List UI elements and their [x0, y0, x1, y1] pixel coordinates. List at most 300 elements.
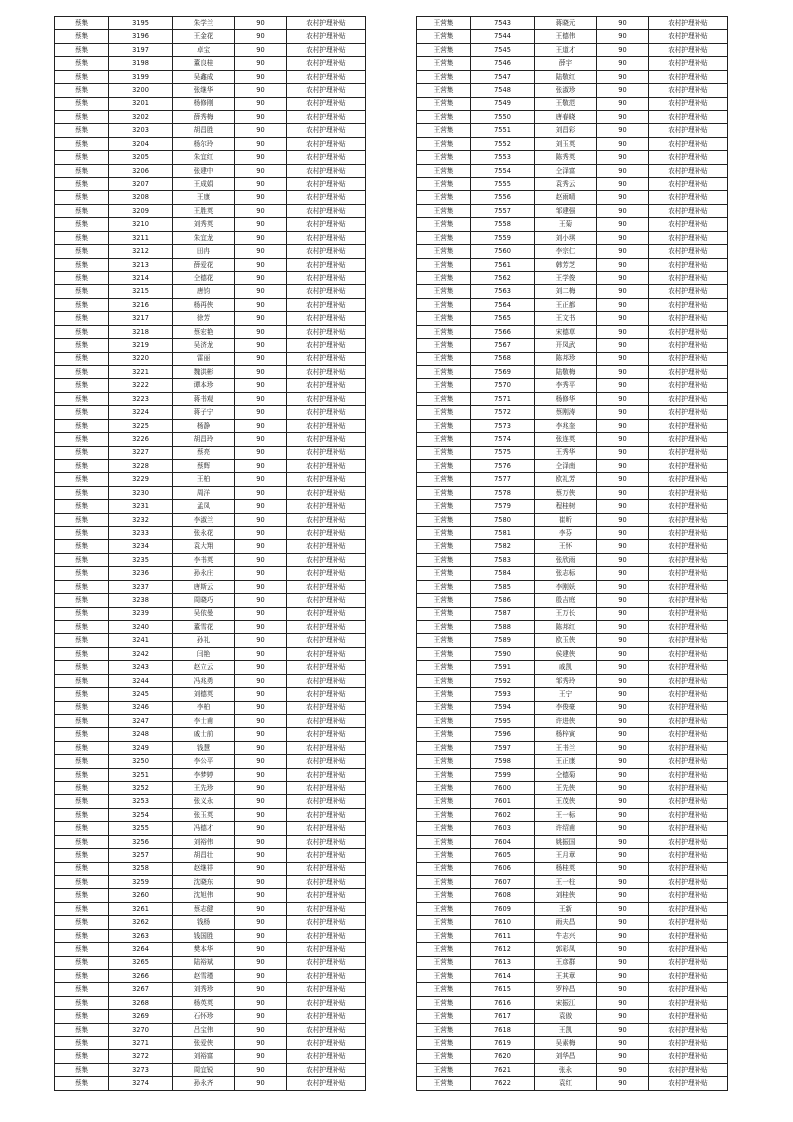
town-cell: 王营集: [417, 634, 471, 647]
name-cell: 刘秀珍: [173, 983, 235, 996]
name-cell: 邹秀玲: [535, 674, 597, 687]
table-row: [417, 486, 728, 499]
table-row: [55, 567, 366, 580]
number-cell: 7604: [471, 835, 535, 848]
number-cell: 3235: [109, 553, 173, 566]
town-cell: 蔡集: [55, 553, 109, 566]
town-cell: 王营集: [417, 956, 471, 969]
town-cell: 王营集: [417, 513, 471, 526]
name-cell: 陈邦珍: [535, 352, 597, 365]
amount-cell: 90: [235, 1063, 287, 1076]
number-cell: 3204: [109, 137, 173, 150]
amount-cell: 90: [597, 1023, 649, 1036]
table-row: [417, 849, 728, 862]
name-cell: 陆敬红: [535, 70, 597, 83]
name-cell: 袁大翔: [173, 540, 235, 553]
number-cell: 7564: [471, 298, 535, 311]
town-cell: 蔡集: [55, 634, 109, 647]
number-cell: 7611: [471, 929, 535, 942]
name-cell: 王茂侠: [535, 795, 597, 808]
amount-cell: 90: [235, 607, 287, 620]
amount-cell: 90: [597, 245, 649, 258]
subsidy-type-cell: 农村护理补贴: [287, 339, 366, 352]
number-cell: 7572: [471, 406, 535, 419]
town-cell: 王营集: [417, 661, 471, 674]
subsidy-type-cell: 农村护理补贴: [287, 17, 366, 30]
town-cell: 蔡集: [55, 862, 109, 875]
number-cell: 7590: [471, 647, 535, 660]
amount-cell: 90: [597, 272, 649, 285]
amount-cell: 90: [235, 580, 287, 593]
amount-cell: 90: [235, 902, 287, 915]
number-cell: 7544: [471, 30, 535, 43]
amount-cell: 90: [235, 889, 287, 902]
table-row: [417, 392, 728, 405]
subsidy-type-cell: 农村护理补贴: [649, 97, 728, 110]
name-cell: 张爱侠: [173, 1037, 235, 1050]
table-row: [417, 231, 728, 244]
subsidy-type-cell: 农村护理补贴: [649, 339, 728, 352]
number-cell: 7602: [471, 808, 535, 821]
table-row: [417, 714, 728, 727]
table-row: [417, 245, 728, 258]
town-cell: 王营集: [417, 607, 471, 620]
table-row: [55, 204, 366, 217]
subsidy-table-left: [54, 16, 366, 1091]
amount-cell: 90: [597, 339, 649, 352]
name-cell: 王怀: [535, 540, 597, 553]
amount-cell: 90: [235, 137, 287, 150]
town-cell: 蔡集: [55, 1023, 109, 1036]
table-row: [417, 688, 728, 701]
number-cell: 7606: [471, 862, 535, 875]
amount-cell: 90: [235, 661, 287, 674]
table-row: [417, 446, 728, 459]
amount-cell: 90: [597, 527, 649, 540]
number-cell: 3226: [109, 433, 173, 446]
town-cell: 王营集: [417, 473, 471, 486]
number-cell: 3252: [109, 782, 173, 795]
number-cell: 3230: [109, 486, 173, 499]
name-cell: 王德伟: [535, 30, 597, 43]
amount-cell: 90: [235, 634, 287, 647]
subsidy-type-cell: 农村护理补贴: [287, 459, 366, 472]
name-cell: 蔡志健: [173, 902, 235, 915]
town-cell: 王营集: [417, 540, 471, 553]
subsidy-type-cell: 农村护理补贴: [649, 876, 728, 889]
amount-cell: 90: [235, 191, 287, 204]
town-cell: 蔡集: [55, 916, 109, 929]
town-cell: 蔡集: [55, 1050, 109, 1063]
name-cell: 蒋子宁: [173, 406, 235, 419]
table-row: [55, 755, 366, 768]
town-cell: 王营集: [417, 339, 471, 352]
name-cell: 张建中: [173, 164, 235, 177]
table-row: [55, 419, 366, 432]
amount-cell: 90: [235, 379, 287, 392]
amount-cell: 90: [597, 124, 649, 137]
name-cell: 杨梓寅: [535, 728, 597, 741]
subsidy-type-cell: 农村护理补贴: [287, 30, 366, 43]
name-cell: 周洋: [173, 486, 235, 499]
town-cell: 蔡集: [55, 325, 109, 338]
subsidy-type-cell: 农村护理补贴: [649, 1023, 728, 1036]
table-row: [417, 674, 728, 687]
town-cell: 王营集: [417, 178, 471, 191]
name-cell: 钱慧: [173, 741, 235, 754]
table-row: [417, 889, 728, 902]
amount-cell: 90: [235, 849, 287, 862]
name-cell: 孙永庄: [173, 567, 235, 580]
subsidy-type-cell: 农村护理补贴: [649, 110, 728, 123]
town-cell: 蔡集: [55, 433, 109, 446]
number-cell: 7595: [471, 714, 535, 727]
name-cell: 沈旭伟: [173, 889, 235, 902]
town-cell: 王营集: [417, 862, 471, 875]
amount-cell: 90: [235, 231, 287, 244]
amount-cell: 90: [597, 996, 649, 1009]
table-row: [55, 379, 366, 392]
town-cell: 王营集: [417, 755, 471, 768]
name-cell: 刘裕伟: [173, 835, 235, 848]
subsidy-type-cell: 农村护理补贴: [287, 701, 366, 714]
table-row: [55, 916, 366, 929]
name-cell: 胡昌壮: [173, 849, 235, 862]
amount-cell: 90: [597, 647, 649, 660]
subsidy-type-cell: 农村护理补贴: [649, 57, 728, 70]
table-row: [417, 191, 728, 204]
subsidy-type-cell: 农村护理补贴: [649, 969, 728, 982]
name-cell: 李柏: [173, 701, 235, 714]
number-cell: 3247: [109, 714, 173, 727]
town-cell: 蔡集: [55, 714, 109, 727]
name-cell: 闫艳: [173, 647, 235, 660]
town-cell: 王营集: [417, 594, 471, 607]
town-cell: 王营集: [417, 325, 471, 338]
table-row: [55, 178, 366, 191]
amount-cell: 90: [235, 258, 287, 271]
subsidy-type-cell: 农村护理补贴: [287, 70, 366, 83]
subsidy-type-cell: 农村护理补贴: [649, 218, 728, 231]
table-row: [417, 527, 728, 540]
subsidy-type-cell: 农村护理补贴: [287, 231, 366, 244]
amount-cell: 90: [235, 392, 287, 405]
town-cell: 蔡集: [55, 661, 109, 674]
table-row: [417, 298, 728, 311]
amount-cell: 90: [597, 433, 649, 446]
town-cell: 蔡集: [55, 204, 109, 217]
table-row: [417, 17, 728, 30]
number-cell: 3268: [109, 996, 173, 1009]
name-cell: 冯兆勇: [173, 674, 235, 687]
table-row: [417, 151, 728, 164]
number-cell: 3248: [109, 728, 173, 741]
amount-cell: 90: [597, 406, 649, 419]
table-row: [55, 258, 366, 271]
town-cell: 蔡集: [55, 849, 109, 862]
table-row: [417, 137, 728, 150]
number-cell: 3270: [109, 1023, 173, 1036]
town-cell: 王营集: [417, 258, 471, 271]
subsidy-type-cell: 农村护理补贴: [287, 513, 366, 526]
name-cell: 侯建侠: [535, 647, 597, 660]
town-cell: 蔡集: [55, 473, 109, 486]
table-row: [55, 607, 366, 620]
amount-cell: 90: [597, 151, 649, 164]
name-cell: 仝德花: [173, 272, 235, 285]
amount-cell: 90: [235, 1050, 287, 1063]
subsidy-type-cell: 农村护理补贴: [649, 996, 728, 1009]
subsidy-type-cell: 农村护理补贴: [287, 473, 366, 486]
table-row: [417, 406, 728, 419]
name-cell: 魏洪彬: [173, 365, 235, 378]
table-row: [55, 795, 366, 808]
name-cell: 钱杨: [173, 916, 235, 929]
table-row: [417, 647, 728, 660]
number-cell: 7584: [471, 567, 535, 580]
amount-cell: 90: [235, 245, 287, 258]
town-cell: 蔡集: [55, 1010, 109, 1023]
amount-cell: 90: [597, 446, 649, 459]
table-row: [55, 620, 366, 633]
name-cell: 胡昌玲: [173, 433, 235, 446]
amount-cell: 90: [597, 849, 649, 862]
name-cell: 王其章: [535, 969, 597, 982]
amount-cell: 90: [235, 943, 287, 956]
subsidy-type-cell: 农村护理补贴: [649, 1010, 728, 1023]
table-row: [55, 298, 366, 311]
subsidy-type-cell: 农村护理补贴: [649, 567, 728, 580]
table-row: [55, 983, 366, 996]
town-cell: 蔡集: [55, 110, 109, 123]
table-row: [55, 688, 366, 701]
town-cell: 蔡集: [55, 258, 109, 271]
amount-cell: 90: [597, 862, 649, 875]
town-cell: 王营集: [417, 714, 471, 727]
town-cell: 王营集: [417, 43, 471, 56]
amount-cell: 90: [597, 459, 649, 472]
number-cell: 3225: [109, 419, 173, 432]
table-row: [55, 218, 366, 231]
subsidy-type-cell: 农村护理补贴: [649, 1037, 728, 1050]
amount-cell: 90: [235, 768, 287, 781]
table-row: [55, 433, 366, 446]
amount-cell: 90: [597, 285, 649, 298]
name-cell: 刘秀英: [173, 218, 235, 231]
town-cell: 蔡集: [55, 191, 109, 204]
number-cell: 3273: [109, 1063, 173, 1076]
table-row: [417, 97, 728, 110]
table-row: [55, 513, 366, 526]
subsidy-type-cell: 农村护理补贴: [287, 110, 366, 123]
town-cell: 蔡集: [55, 231, 109, 244]
subsidy-type-cell: 农村护理补贴: [649, 862, 728, 875]
subsidy-type-cell: 农村护理补贴: [287, 580, 366, 593]
name-cell: 王宁: [535, 688, 597, 701]
number-cell: 7579: [471, 500, 535, 513]
town-cell: 蔡集: [55, 500, 109, 513]
subsidy-type-cell: 农村护理补贴: [287, 379, 366, 392]
subsidy-type-cell: 农村护理补贴: [287, 285, 366, 298]
subsidy-type-cell: 农村护理补贴: [649, 540, 728, 553]
amount-cell: 90: [235, 70, 287, 83]
number-cell: 3263: [109, 929, 173, 942]
table-row: [417, 43, 728, 56]
name-cell: 王书兰: [535, 741, 597, 754]
amount-cell: 90: [597, 916, 649, 929]
number-cell: 3200: [109, 84, 173, 97]
table-row: [55, 365, 366, 378]
number-cell: 3257: [109, 849, 173, 862]
town-cell: 王营集: [417, 124, 471, 137]
subsidy-type-cell: 农村护理补贴: [649, 607, 728, 620]
name-cell: 王彦群: [535, 956, 597, 969]
number-cell: 7617: [471, 1010, 535, 1023]
town-cell: 王营集: [417, 983, 471, 996]
number-cell: 3221: [109, 365, 173, 378]
name-cell: 戚士前: [173, 728, 235, 741]
number-cell: 3210: [109, 218, 173, 231]
town-cell: 蔡集: [55, 97, 109, 110]
number-cell: 3233: [109, 527, 173, 540]
name-cell: 姚振国: [535, 835, 597, 848]
number-cell: 3261: [109, 902, 173, 915]
name-cell: 张玉英: [173, 808, 235, 821]
name-cell: 蔡亮: [173, 446, 235, 459]
name-cell: 张志标: [535, 567, 597, 580]
amount-cell: 90: [597, 782, 649, 795]
town-cell: 蔡集: [55, 312, 109, 325]
table-row: [55, 889, 366, 902]
table-row: [417, 352, 728, 365]
town-cell: 王营集: [417, 849, 471, 862]
number-cell: 7614: [471, 969, 535, 982]
name-cell: 朱学兰: [173, 17, 235, 30]
subsidy-type-cell: 农村护理补贴: [287, 728, 366, 741]
town-cell: 王营集: [417, 379, 471, 392]
subsidy-type-cell: 农村护理补贴: [649, 178, 728, 191]
number-cell: 3196: [109, 30, 173, 43]
name-cell: 张永: [535, 1063, 597, 1076]
town-cell: 王营集: [417, 728, 471, 741]
number-cell: 7613: [471, 956, 535, 969]
table-row: [417, 1037, 728, 1050]
subsidy-type-cell: 农村护理补贴: [287, 916, 366, 929]
number-cell: 7569: [471, 365, 535, 378]
amount-cell: 90: [235, 1037, 287, 1050]
amount-cell: 90: [235, 835, 287, 848]
town-cell: 王营集: [417, 674, 471, 687]
subsidy-type-cell: 农村护理补贴: [287, 661, 366, 674]
subsidy-type-cell: 农村护理补贴: [649, 379, 728, 392]
subsidy-type-cell: 农村护理补贴: [287, 446, 366, 459]
town-cell: 蔡集: [55, 70, 109, 83]
amount-cell: 90: [597, 43, 649, 56]
amount-cell: 90: [597, 164, 649, 177]
subsidy-type-cell: 农村护理补贴: [649, 312, 728, 325]
name-cell: 谭本珍: [173, 379, 235, 392]
name-cell: 蔡刚涛: [535, 406, 597, 419]
number-cell: 7621: [471, 1063, 535, 1076]
subsidy-type-cell: 农村护理补贴: [649, 486, 728, 499]
number-cell: 3237: [109, 580, 173, 593]
town-cell: 蔡集: [55, 178, 109, 191]
table-row: [417, 379, 728, 392]
town-cell: 蔡集: [55, 540, 109, 553]
amount-cell: 90: [597, 70, 649, 83]
table-row: [55, 1050, 366, 1063]
subsidy-type-cell: 农村护理补贴: [287, 849, 366, 862]
name-cell: 张连英: [535, 433, 597, 446]
name-cell: 胡昌胜: [173, 124, 235, 137]
name-cell: 李淑兰: [173, 513, 235, 526]
subsidy-type-cell: 农村护理补贴: [287, 43, 366, 56]
number-cell: 7557: [471, 204, 535, 217]
town-cell: 王营集: [417, 406, 471, 419]
table-row: [55, 70, 366, 83]
table-row: [55, 849, 366, 862]
town-cell: 王营集: [417, 352, 471, 365]
number-cell: 7615: [471, 983, 535, 996]
name-cell: 杨修刚: [173, 97, 235, 110]
table-row: [55, 57, 366, 70]
subsidy-type-cell: 农村护理补贴: [287, 164, 366, 177]
name-cell: 韩芳芝: [535, 258, 597, 271]
subsidy-type-cell: 农村护理补贴: [287, 406, 366, 419]
subsidy-type-cell: 农村护理补贴: [287, 929, 366, 942]
name-cell: 李公平: [173, 755, 235, 768]
town-cell: 王营集: [417, 1023, 471, 1036]
amount-cell: 90: [235, 969, 287, 982]
number-cell: 3203: [109, 124, 173, 137]
name-cell: 唐钧: [173, 285, 235, 298]
subsidy-type-cell: 农村护理补贴: [649, 137, 728, 150]
number-cell: 3245: [109, 688, 173, 701]
table-row: [417, 513, 728, 526]
subsidy-type-cell: 农村护理补贴: [649, 795, 728, 808]
table-row: [417, 124, 728, 137]
name-cell: 欧礼芳: [535, 473, 597, 486]
amount-cell: 90: [235, 178, 287, 191]
town-cell: 王营集: [417, 1063, 471, 1076]
amount-cell: 90: [235, 419, 287, 432]
table-row: [55, 527, 366, 540]
subsidy-type-cell: 农村护理补贴: [287, 889, 366, 902]
table-row: [417, 835, 728, 848]
name-cell: 蔡万侠: [535, 486, 597, 499]
town-cell: 蔡集: [55, 943, 109, 956]
amount-cell: 90: [597, 902, 649, 915]
table-row: [417, 312, 728, 325]
number-cell: 7552: [471, 137, 535, 150]
amount-cell: 90: [235, 30, 287, 43]
town-cell: 蔡集: [55, 1077, 109, 1090]
name-cell: 周晓巧: [173, 594, 235, 607]
amount-cell: 90: [597, 876, 649, 889]
name-cell: 王道才: [535, 43, 597, 56]
amount-cell: 90: [597, 352, 649, 365]
number-cell: 7565: [471, 312, 535, 325]
subsidy-type-cell: 农村护理补贴: [287, 768, 366, 781]
amount-cell: 90: [597, 84, 649, 97]
amount-cell: 90: [597, 500, 649, 513]
town-cell: 王营集: [417, 943, 471, 956]
number-cell: 3229: [109, 473, 173, 486]
number-cell: 7570: [471, 379, 535, 392]
table-body-left: [55, 17, 366, 1091]
number-cell: 3201: [109, 97, 173, 110]
town-cell: 蔡集: [55, 983, 109, 996]
